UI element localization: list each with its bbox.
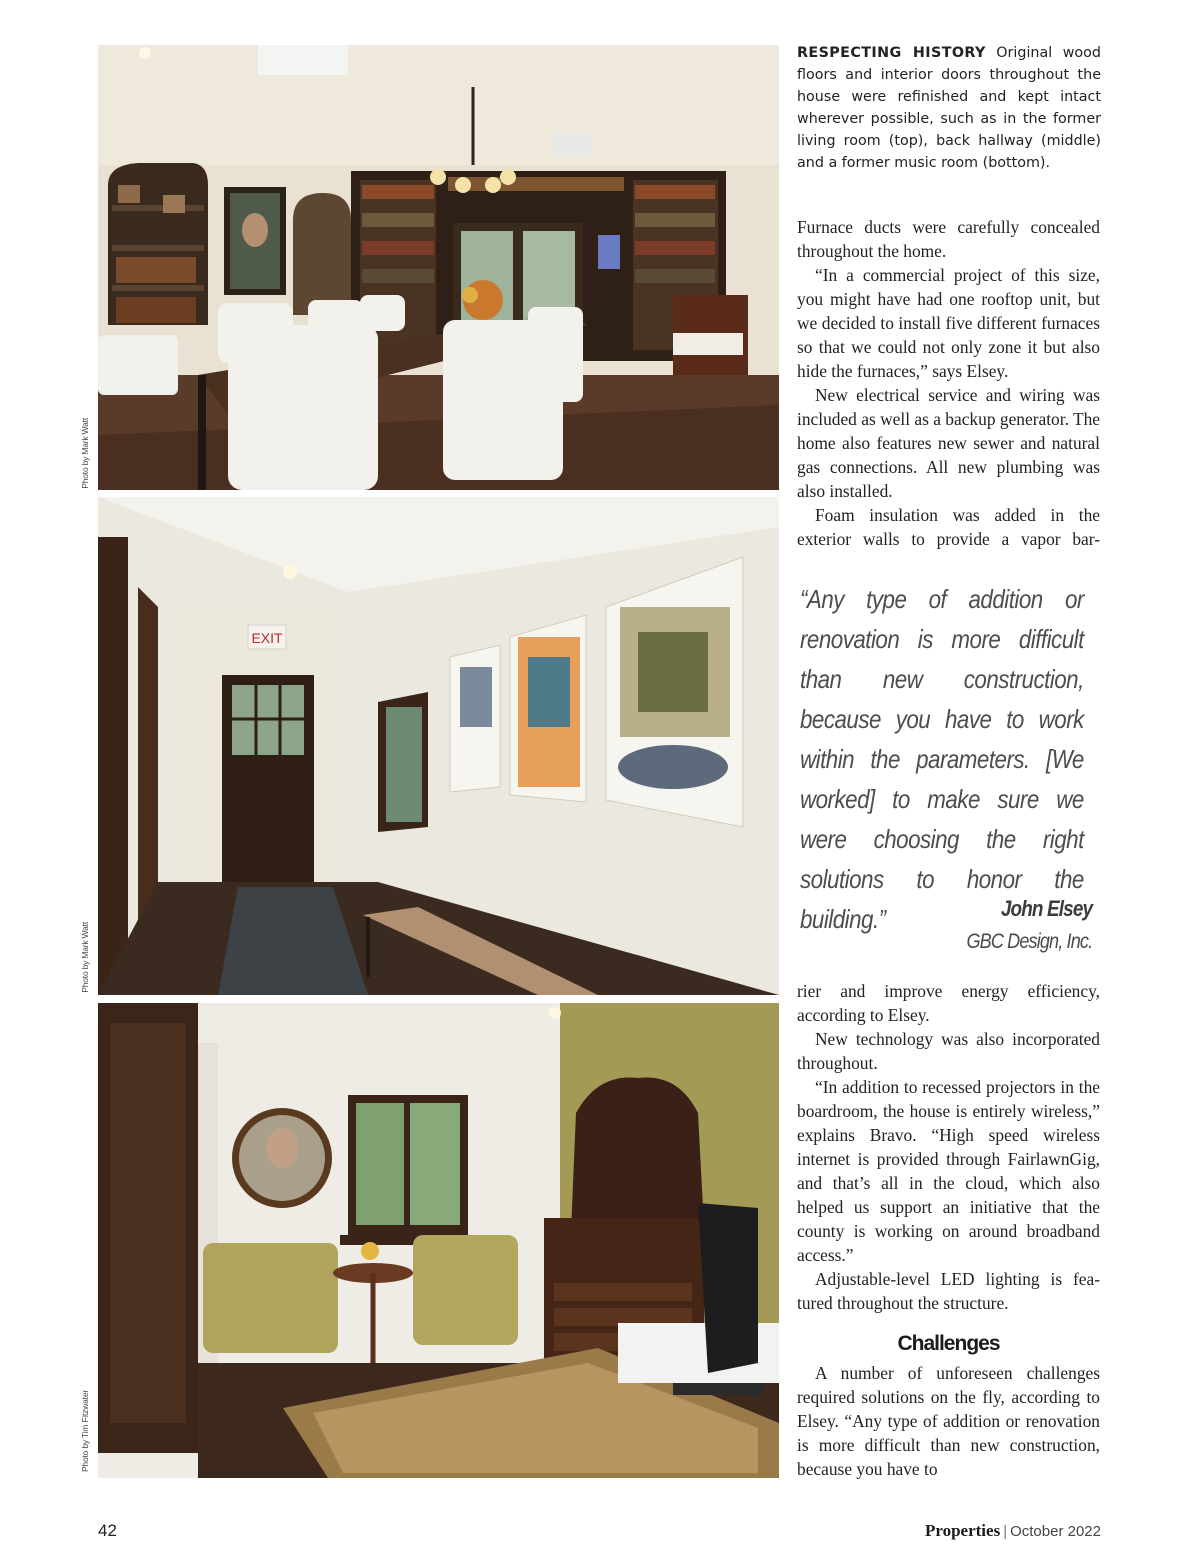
photo-caption (797, 42, 1101, 174)
page-number: 42 (98, 1521, 117, 1540)
footer-issue-line (925, 1521, 1101, 1541)
article-body-part-2 (797, 979, 1100, 1315)
photo-music-room (98, 1003, 779, 1478)
pull-quote-name: John Elsey (1000, 896, 1092, 921)
paragraph: A number of unforeseen challenges required solutions on the fly, according to Elsey. “Any type of addition or renovation is more difficult than new construction, because you have to (797, 1363, 1100, 1479)
photo-credit-bottom: Photo by Tim Fitzwater (80, 1390, 90, 1473)
paragraph: New electrical service and wiring was included as well as a backup generator. The home also features new sewer and natural gas connections. All new plumbing was also installed. (797, 385, 1100, 501)
caption-lead: RESPECTING HISTORY (797, 45, 986, 61)
svg-text:EXIT: EXIT (251, 630, 283, 646)
paragraph: Furnace ducts were carefully concealed throughout the home. (797, 217, 1100, 261)
pull-quote: “Any type of addition or renovation is more difficult than new construction, because you have to work within the parameters. [We worked] to make sure we were choosing the right solutions to honor the building.” (800, 584, 1084, 934)
footer-separator: | (1003, 1523, 1008, 1540)
photo-credit-top: Photo by Mark Watt (80, 418, 90, 489)
caption-text: Original wood floors and interior doors throughout the house were refinished and kept intact wherever possible, such as in the former living room (top), back hallway (middle) and a former music room (bottom). (797, 45, 1101, 171)
paragraph: “In a commercial project of this size, you might have had one rooftop unit, but we decided to install five different furnaces so that we could not only zone it but also hide the furnaces,” says Elsey. (797, 265, 1100, 381)
photo-hallway (98, 497, 779, 995)
paragraph: New technology was also incorporated throughout. (797, 1029, 1100, 1073)
article-body-part-1 (797, 215, 1100, 551)
article-body-part-3 (797, 1361, 1100, 1481)
paragraph: Adjustable-level LED lighting is featured throughout the structure. (797, 1269, 1100, 1313)
section-heading: Challenges (897, 1332, 1000, 1355)
issue-date: October 2022 (1010, 1523, 1101, 1540)
photo-credit-middle: Photo by Mark Watt (80, 922, 90, 993)
paragraph: rier and improve energy efficiency, according to Elsey. (797, 981, 1100, 1025)
paragraph: “In addition to recessed projectors in the boardroom, the house is entirely wireless,” explains Bravo. “High speed wireless internet is provided through FairlawnGig, and that’s all in the cloud, which also helped us support an initiative that the county is working on around broadband access.” (797, 1077, 1100, 1265)
publication-name: Properties (924, 1521, 1001, 1540)
paragraph: Foam insulation was added in the exterior walls to provide a vapor bar- (797, 505, 1100, 549)
photo-boardroom (98, 45, 779, 490)
pull-quote-organization: GBC Design, Inc. (966, 930, 1092, 953)
